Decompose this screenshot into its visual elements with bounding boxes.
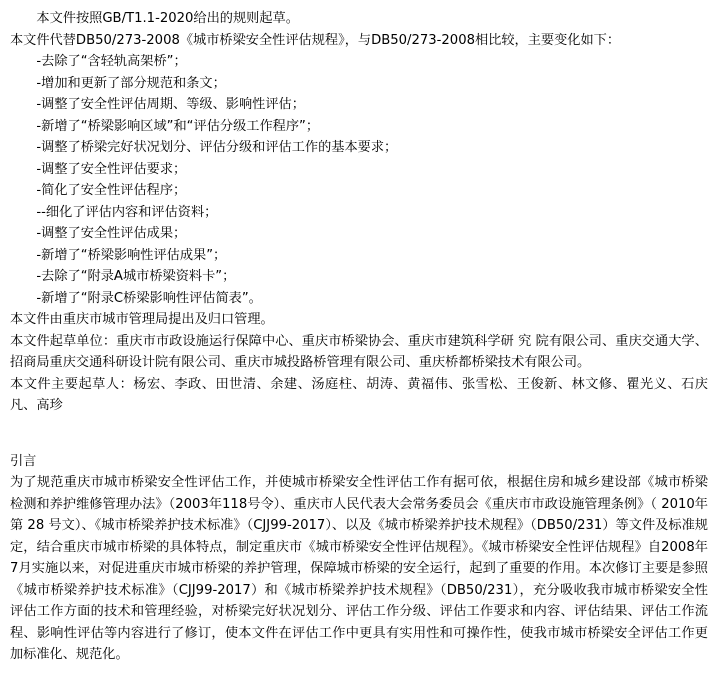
- foreword-title: 引言: [10, 453, 37, 469]
- list-item: --细化了评估内容和评估资料；: [36, 204, 218, 220]
- list-item: -简化了安全性评估程序；: [36, 183, 187, 198]
- paragraph-replacement-notice: 本文件代替DB50/273-2008《城市桥梁安全性评估规程》，与DB50/273-2008相比较，主要变化如下：: [10, 32, 621, 48]
- list-item: -去除了“含轻轨高架桥”；: [36, 54, 187, 69]
- paragraph-drafting-units: 本文件起草单位：重庆市市政设施运行保障中心、重庆市桥梁协会、重庆市建筑科学研 究 院有限公司、重庆交通大学、招商局重庆交通科研设计院有限公司、重庆市城投路桥管理有限公司、重庆桥都桥梁技术有限公司。: [10, 333, 708, 370]
- list-item: -新增了“桥梁影响性评估成果”；: [36, 247, 227, 263]
- list-item: -增加和更新了部分规范和条文；: [36, 75, 226, 91]
- list-item: -调整了桥梁完好状况划分、评估分级和评估工作的基本要求；: [36, 140, 398, 155]
- list-item: -调整了安全性评估成果；: [36, 226, 187, 241]
- list-item: -新增了“附录C桥梁影响性评估简表”。: [36, 290, 262, 306]
- paragraph-main-drafters: 本文件主要起草人：杨宏、李政、田世清、余建、汤庭柱、胡涛、黄福伟、张雪松、王俊新、林文修、瞿光义、石庆凡、高珍: [10, 376, 708, 413]
- list-item: -新增了“桥梁影响区域”和“评估分级工作程序”；: [36, 118, 320, 134]
- paragraph-scope-rule: 本文件按照GB/T1.1-2020给出的规则起草。: [36, 11, 299, 26]
- paragraph-foreword-body: 为了规范重庆市城市桥梁安全性评估工作，并使城市桥梁安全性评估工作有据可依，根据住房和城乡建设部《城市桥梁检测和养护维修管理办法》（2003年118号令）、重庆市人民代表大会常务委员会《重庆市市政设施管理条例》（ 2010年第 28 号文）、《城市桥梁养护技术标准》（CJJ99-2017）、以及《城市桥梁养护技术规程》（DB50/231）等文件及标准规定，结合重庆市城市桥梁的具体特点，制定重庆市《城市桥梁安全性评估规程》。《城市桥梁安全性评估规程》自2008年7月实施以来，对促进重庆市城市桥梁的养护管理，保障城市桥梁的安全运行，起到了重要的作用。本次修订主要是参照《城市桥梁养护技术标准》（CJJ99-2017）和《城市桥梁养护技术规程》（DB50/231），充分吸收我市城市桥梁安全性评估工作方面的技术和管理经验，对桥梁完好状况划分、评估工作分级、评估工作要求和内容、评估结果、评估工作流程、影响性评估等内容进行了修订，使本文件在评估工作中更具有实用性和可操作性，使我市城市桥梁安全评估工作更加标准化、规范化。: [10, 475, 708, 662]
- paragraph-management: 本文件由重庆市城市管理局提出及归口管理。: [10, 312, 274, 327]
- list-item: -去除了“附录A城市桥梁资料卡”；: [36, 269, 236, 284]
- change-list: [10, 51, 708, 309]
- list-item: -调整了安全性评估周期、等级、影响性评估；: [36, 97, 305, 112]
- list-item: -调整了安全性评估要求；: [36, 161, 187, 177]
- section-spacer: [10, 417, 708, 451]
